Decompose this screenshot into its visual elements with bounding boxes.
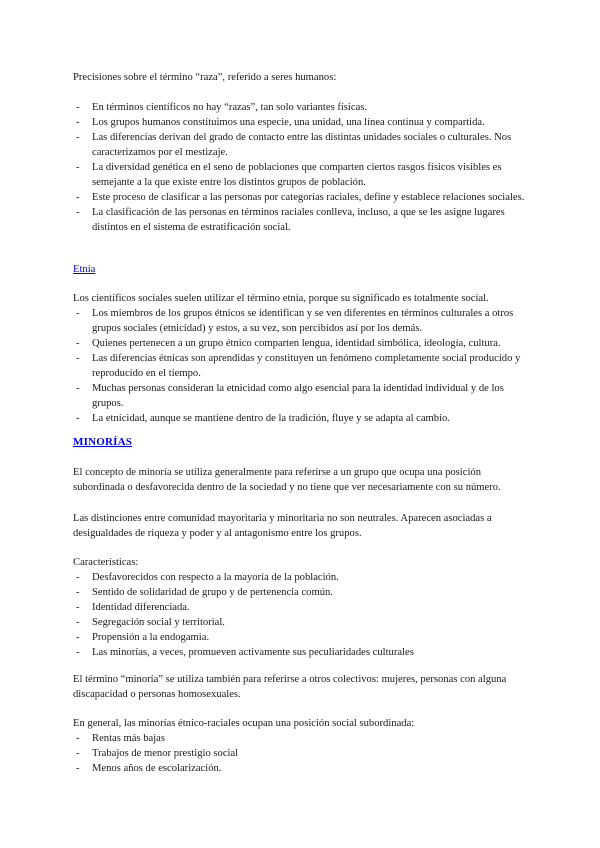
list-item: - Muchas personas consideran la etnicidad como algo esencial para la identidad individual y de los grupos. xyxy=(76,383,504,409)
etnia-list xyxy=(73,306,533,426)
list-item: - Las diferencias étnicas son aprendidas y constituyen un fenómeno completamente social producido y reproducido en el tiempo. xyxy=(76,353,521,379)
list-item: - Rentas más bajas xyxy=(76,733,165,744)
bullet-dash: - xyxy=(76,587,80,598)
bullet-dash: - xyxy=(76,102,80,113)
list-item: - Quienes pertenecen a un grupo étnico comparten lengua, identidad simbólica, ideología, cultura. xyxy=(76,338,501,349)
list-item: - Menos años de escolarización. xyxy=(76,763,222,774)
list-item: - Las minorías, a veces, promueven activamente sus peculiaridades culturales xyxy=(76,647,414,658)
bullet-dash: - xyxy=(76,162,80,173)
bullet-dash: - xyxy=(76,308,80,319)
caracteristicas-list xyxy=(73,570,533,660)
list-item: - Sentido de solidaridad de grupo y de pertenencia común. xyxy=(76,587,333,598)
caracteristicas-label: Características: xyxy=(73,557,139,568)
list-item: - Desfavorecidos con respecto a la mayoría de la población. xyxy=(76,572,339,583)
list-item: - Segregación social y territorial. xyxy=(76,617,225,628)
minorias-heading-link[interactable]: MINORÍAS xyxy=(73,436,133,448)
bullet-dash: - xyxy=(76,572,80,583)
list-item: - La diversidad genética en el seno de poblaciones que comparten ciertos rasgos físicos visibles es semejante a la que existe entre los distintos grupos de población. xyxy=(76,162,502,188)
etnia-link[interactable]: Etnia xyxy=(73,264,96,275)
bullet-dash: - xyxy=(76,353,80,364)
bullet-dash: - xyxy=(76,413,80,424)
bullet-dash: - xyxy=(76,763,80,774)
bullet-dash: - xyxy=(76,748,80,759)
bullet-dash: - xyxy=(76,647,80,658)
bullet-dash: - xyxy=(76,617,80,628)
bullet-dash: - xyxy=(76,117,80,128)
etnia-intro-paragraph: Los científicos sociales suelen utilizar el término etnia, porque su significado es totalmente social. xyxy=(73,293,489,304)
list-item: - Los grupos humanos constituimos una especie, una unidad, una línea continua y compartida. xyxy=(76,117,485,128)
bullet-dash: - xyxy=(76,207,80,218)
list-item: - Identidad diferenciada. xyxy=(76,602,190,613)
bullet-dash: - xyxy=(76,192,80,203)
bullet-dash: - xyxy=(76,733,80,744)
list-item: - Los miembros de los grupos étnicos se identifican y se ven diferentes en términos culturales a otros grupos sociales (etnicidad) y estos, a su vez, son percibidos así por los demás. xyxy=(76,308,514,334)
bullet-dash: - xyxy=(76,632,80,643)
bullet-dash: - xyxy=(76,338,80,349)
distinciones-paragraph: Las distinciones entre comunidad mayoritaria y minoritaria no son neutrales. Aparecen asociadas a desigualdades de riqueza y poder y al antagonismo entre los grupos. xyxy=(73,513,492,539)
list-item: - La clasificación de las personas en términos raciales conlleva, incluso, a que se les asigne lugares distintos en el sistema de estratificación social. xyxy=(76,207,505,233)
list-item: - Este proceso de clasificar a las personas por categorías raciales, define y establece relaciones sociales. xyxy=(76,192,525,203)
list-item: - Propensión a la endogamia. xyxy=(76,632,210,643)
bullet-dash: - xyxy=(76,602,80,613)
list-item: - En términos científicos no hay “razas”, tan solo variantes físicas. xyxy=(76,102,368,113)
raza-list xyxy=(73,100,533,235)
subordinada-list xyxy=(73,731,533,776)
termino-minoria-paragraph: El término “minoría” se utiliza también para referirse a otros colectivos: mujeres, personas con alguna discapacidad o personas homosexuales. xyxy=(73,674,507,700)
bullet-dash: - xyxy=(76,383,80,394)
list-item: - La etnicidad, aunque se mantiene dentro de la tradición, fluye y se adapta al cambio. xyxy=(76,413,450,424)
bullet-dash: - xyxy=(76,132,80,143)
en-general-paragraph: En general, las minorías étnico-raciales ocupan una posición social subordinada: xyxy=(73,718,415,729)
minoria-concept-paragraph: El concepto de minoría se utiliza generalmente para referirse a un grupo que ocupa una posición subordinada o desfavorecida dentro de la sociedad y no tiene que ver necesariamente con su número. xyxy=(73,467,501,493)
list-item: - Trabajos de menor prestigio social xyxy=(76,748,239,759)
intro-paragraph: Precisiones sobre el término “raza”, referido a seres humanos: xyxy=(73,72,337,83)
list-item: - Las diferencias derivan del grado de contacto entre las distintas unidades sociales o culturales. Nos caracterizamos por el mestizaje. xyxy=(76,132,512,158)
